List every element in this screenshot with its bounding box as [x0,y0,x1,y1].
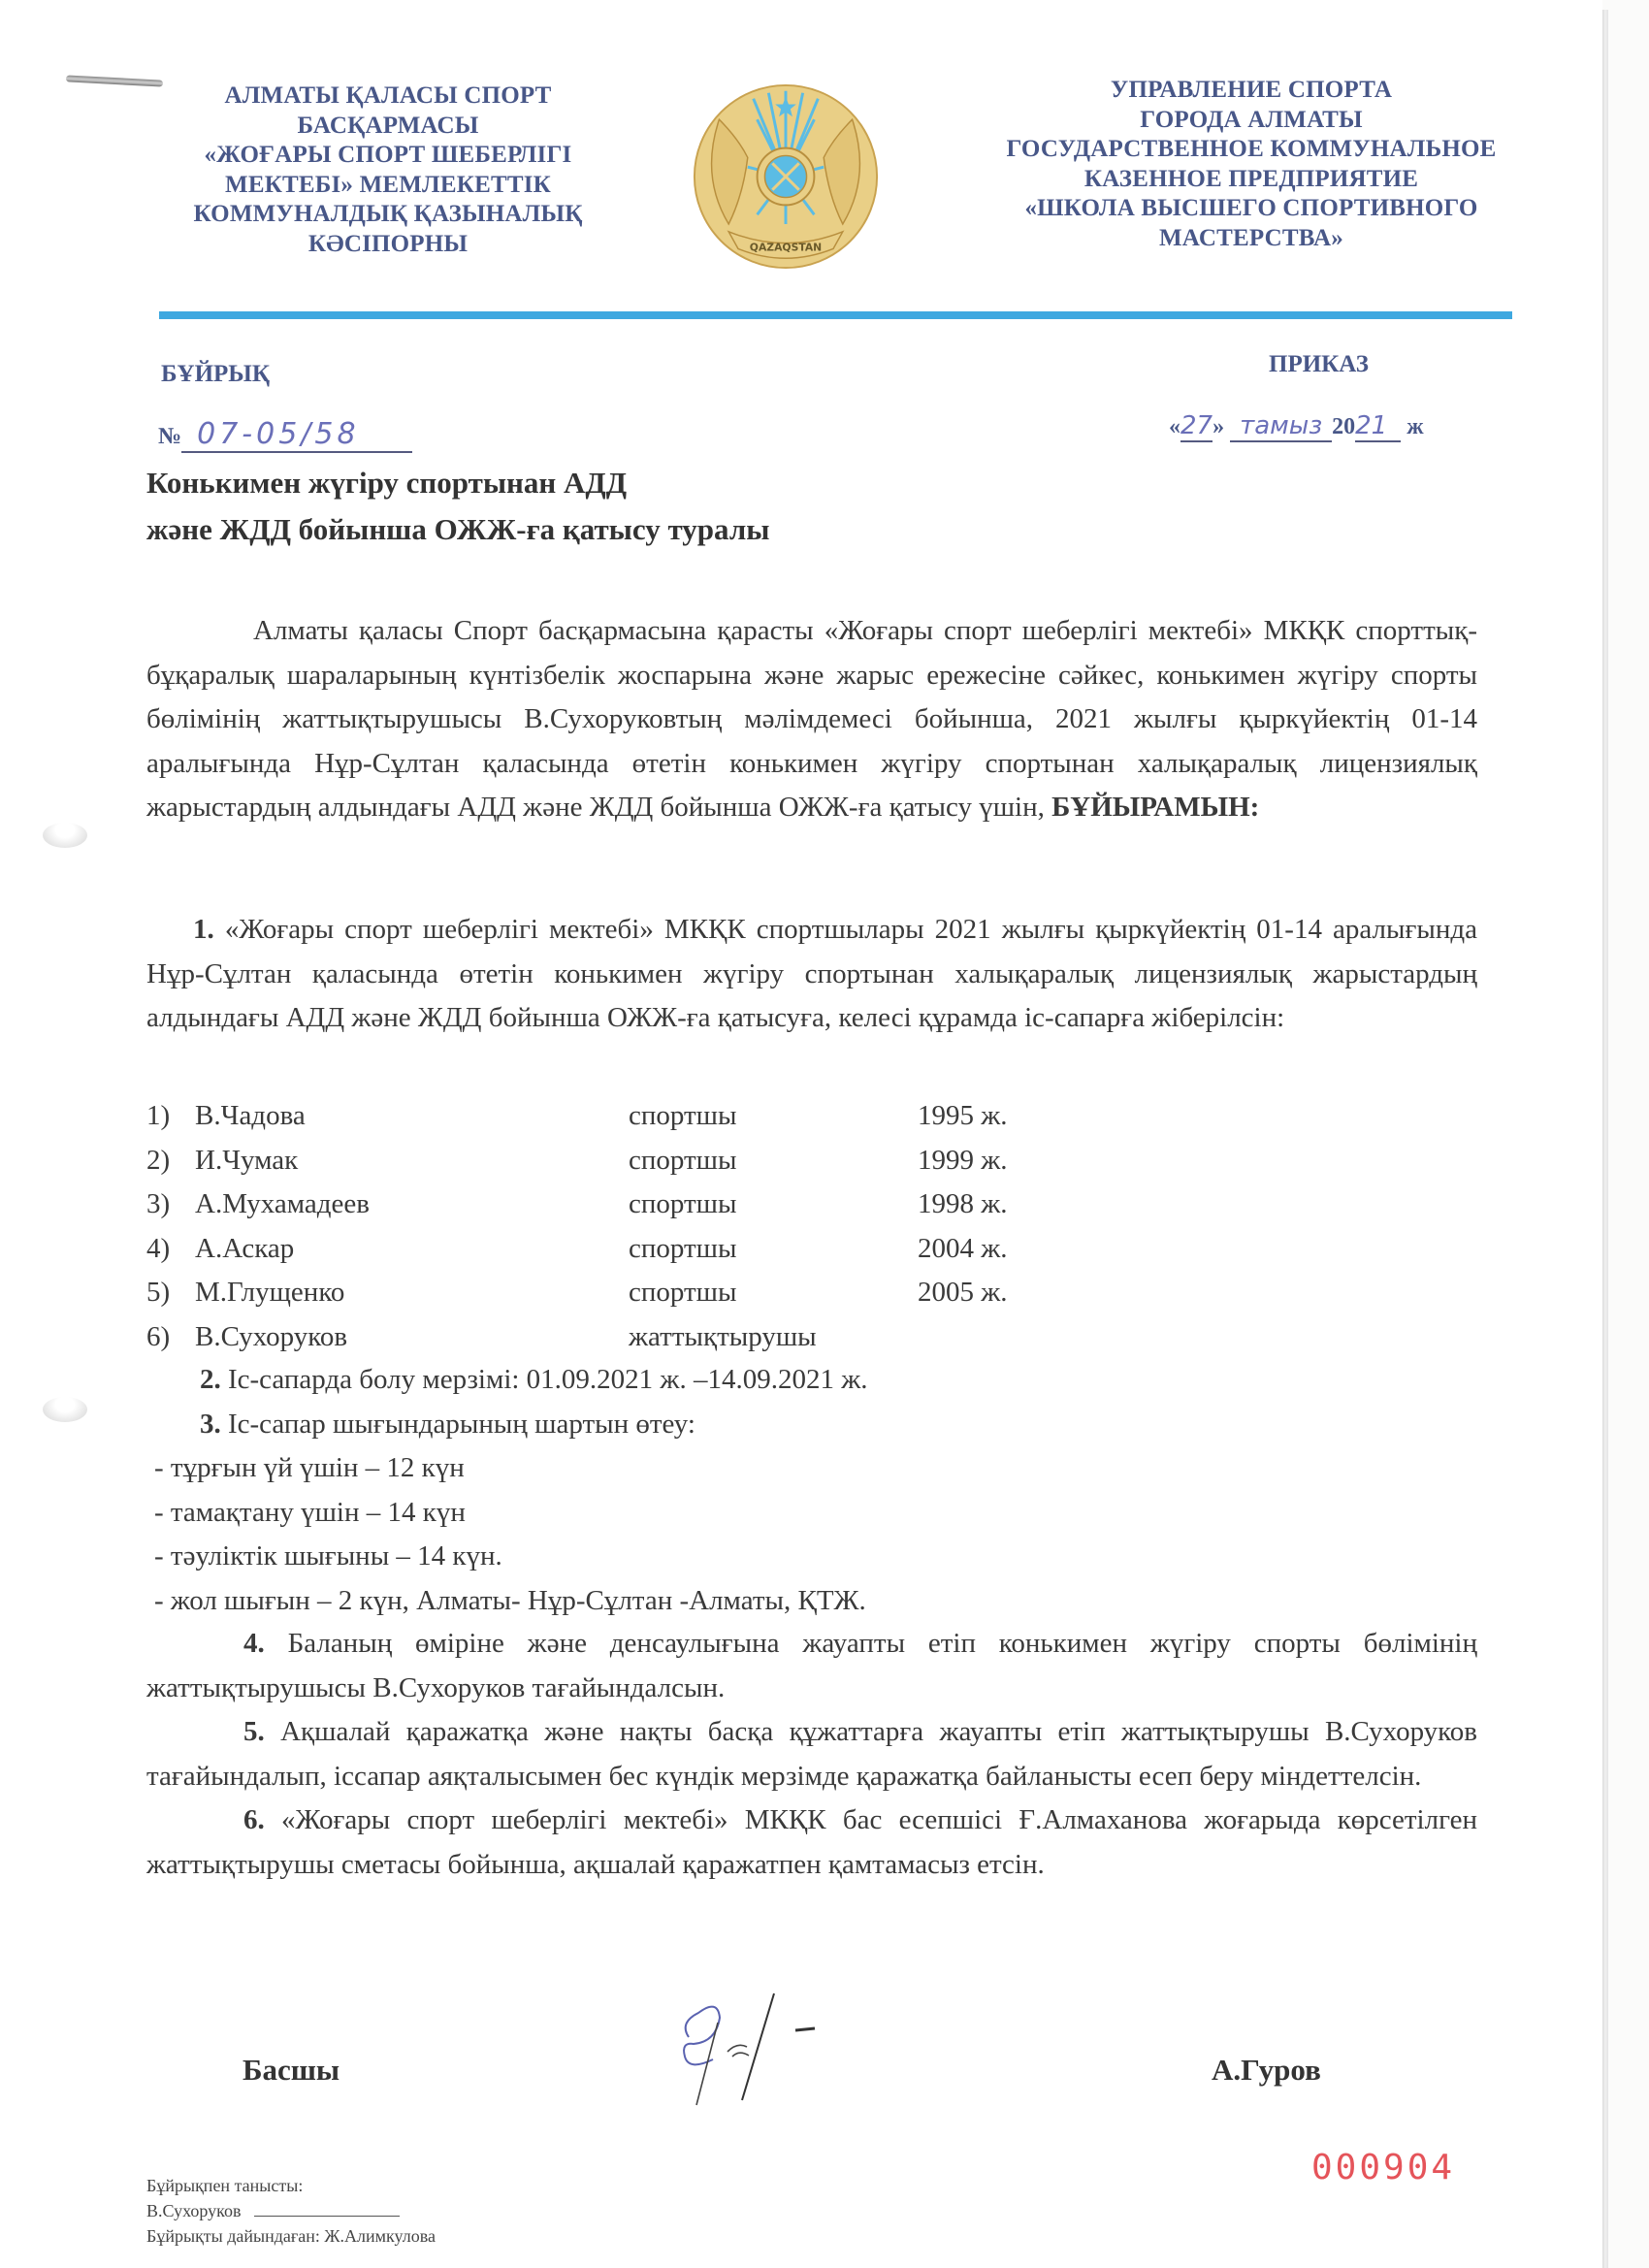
prepared-by: Бұйрықты дайындаған: Ж.Алимкулова [146,2226,436,2246]
date-year-unit: ж [1406,414,1424,439]
expense-line: - тұрғын үй үшін – 12 күн [154,1452,465,1483]
doc-type-kz: БҰЙРЫҚ [161,361,270,387]
order-items-4-6 [146,1622,1477,1887]
emblem-label: QAZAQSTAN [749,241,823,254]
punch-hole-bottom [43,1397,87,1422]
participant-name: А.Мухамадеев [195,1188,370,1219]
participant-num: 4) [146,1232,171,1264]
acquainted-name: В.Сухоруков [146,2201,242,2220]
header-divider [159,311,1512,319]
org-header-ru-line: «ШКОЛА ВЫСШЕГО СПОРТИВНОГО [1024,195,1478,221]
title-line: және ЖДД бойынша ОЖЖ-ға қатысу туралы [146,512,770,546]
participant-row [146,1227,1477,1272]
order-number [158,417,412,453]
signatory-name: А.Гуров [1212,2053,1321,2087]
participant-year: 2005 ж. [918,1277,1008,1308]
order-word: БҰЙЫРАМЫН: [1051,792,1260,823]
participant-row [146,1139,1477,1183]
item-number: 2. [200,1364,221,1395]
date-day-handwritten: 27 [1180,411,1213,440]
punch-hole-top [43,823,87,848]
item-text: Іс-сапар шығындарының шартын өтеу: [228,1408,695,1440]
participant-year: 1998 ж. [918,1188,1008,1219]
handwritten-signature-icon [660,1984,824,2110]
org-header-kz-line: БАСҚАРМАСЫ [297,112,479,139]
item-number: 3. [200,1408,221,1440]
footer-notes [146,2173,436,2249]
participant-num: 1) [146,1100,171,1131]
participant-year [918,1315,1112,1360]
number-label: № [158,424,182,449]
item-number: 6. [243,1804,265,1835]
participant-name: В.Сухоруков [195,1320,348,1352]
participant-year: 1995 ж. [918,1100,1008,1131]
registration-stamp-number: 000904 [1311,2148,1456,2187]
participant-num: 2) [146,1144,171,1176]
date-quote-open: « [1169,414,1180,439]
org-header-kz-line: МЕКТЕБІ» МЕМЛЕКЕТТІК [225,171,551,198]
org-header-kz-line: «ЖОҒАРЫ СПОРТ ШЕБЕРЛІГІ [204,142,572,168]
date-quote-close: » [1212,414,1225,439]
org-header-kz-line: КОММУНАЛДЫҚ ҚАЗЫНАЛЫҚ [193,201,583,227]
org-header-ru-line: ГОСУДАРСТВЕННОЕ КОММУНАЛЬНОЕ [1006,136,1497,162]
item-text: Ақшалай қаражатқа және нақты басқа құжаттарға жауапты етіп жаттықтырушы В.Сухоруков тағайындалып, іссапар аяқталысымен бес күндік мерзімде қаражатқа байланысты есеп беру міндеттелсін. [146,1716,1477,1792]
acquainted-label: Бұйрықпен танысты: [146,2176,304,2195]
participant-num: 3) [146,1188,171,1219]
preamble-paragraph [146,609,1477,830]
date-month-handwritten: тамыз [1230,411,1332,442]
order-item-5 [146,1710,1477,1798]
preamble-text: Алматы қаласы Спорт басқармасына қарасты «Жоғары спорт шеберлігі мектебі» МКҚК спорттық-бұқаралық шараларының күнтізбелік жоспарына және жарыс ережесіне сәйкес, конькимен жүгіру спорты бөлімінің жаттықтырушысы В.Сухоруковтың мәлімдемесі бойынша, 2021 жылғы қыркүйектің 01-14 аралығында Нұр-Сұлтан қаласында өтетін конькимен жүгіру спортынан халықаралық лицензиялық жарыстардың алдындағы АДД және ЖДД бойынша ОЖЖ-ға қатысу үшін, [146,615,1477,823]
order-item-3 [146,1403,1477,1447]
org-header-ru-line: УПРАВЛЕНИЕ СПОРТА [1110,77,1393,103]
number-value-handwritten: 07-05/58 [181,417,412,453]
page-edge-shadow [1602,10,1608,2268]
item-text: Іс-сапарда болу мерзімі: 01.09.2021 ж. –14.09.2021 ж. [228,1364,868,1395]
org-header-kz-line: КӘСІПОРНЫ [307,230,469,257]
participant-role: спортшы [629,1100,737,1131]
participant-num: 5) [146,1277,171,1308]
org-header-ru-line: КАЗЕННОЕ ПРЕДПРИЯТИЕ [1083,165,1419,192]
participant-name: В.Чадова [195,1100,306,1131]
participant-role: жаттықтырушы [629,1320,817,1352]
state-emblem-icon [691,81,881,272]
item-number: 4. [243,1628,265,1659]
org-header-kz [155,81,621,259]
participant-num: 6) [146,1320,171,1352]
participant-name: И.Чумак [195,1144,299,1176]
signature-blank-line [254,2216,400,2217]
title-line: Конькимен жүгіру спортынан АДД [146,466,628,500]
participant-row [146,1094,1477,1139]
date-year-handwritten: 21 [1355,411,1401,442]
expense-line: - тәуліктік шығыны – 14 күн. [154,1540,502,1571]
expense-line: - жол шығын – 2 күн, Алматы- Нұр-Сұлтан -Алматы, ҚТЖ. [154,1584,866,1616]
date-year-prefix: 20 [1332,414,1356,439]
order-item-2 [146,1358,1477,1403]
item-text: Баланың өміріне және денсаулығына жауапты етіп конькимен жүгіру спорты бөлімінің жаттықтырушысы В.Сухоруков тағайындалсын. [146,1628,1478,1703]
order-item-4 [146,1622,1477,1710]
org-header-kz-line: АЛМАТЫ ҚАЛАСЫ СПОРТ [224,82,552,109]
order-date [1169,411,1424,440]
participant-role: спортшы [629,1188,737,1219]
org-header-ru-line: ГОРОДА АЛМАТЫ [1140,106,1363,133]
org-header-ru [960,76,1542,253]
item-text: «Жоғары спорт шеберлігі мектебі» МКҚК бас есепшісі Ғ.Алмаханова жоғарыда көрсетілген жаттықтырушы сметасы бойынша, ақшалай қаражатпен қамтамасыз етсін. [146,1804,1477,1880]
participants-list [146,1094,1477,1359]
participant-year: 2004 ж. [918,1232,1008,1264]
participant-row [146,1315,1477,1360]
expense-line: - тамақтану үшін – 14 күн [154,1496,466,1528]
signatory-role: Басшы [242,2053,340,2087]
participant-name: А.Аскар [195,1232,295,1264]
item-number: 5. [243,1716,265,1747]
org-header-ru-line: МАСТЕРСТВА» [1159,224,1343,251]
participant-row [146,1271,1477,1315]
acquainted-row [146,2198,436,2223]
document-title [146,460,769,553]
doc-type-ru: ПРИКАЗ [1269,351,1369,377]
order-item-6 [146,1798,1477,1887]
participant-role: спортшы [629,1277,737,1308]
item-text: «Жоғары спорт шеберлігі мектебі» МКҚК спортшылары 2021 жылғы қыркүйектің 01-14 аралығында Нұр-Сұлтан қаласында өтетін конькимен жүгіру спортынан халықаралық лицензиялық жарыстардың алдындағы АДД және ЖДД бойынша ОЖЖ-ға қатысуға, келесі құрамда іс-сапарға жіберілсін: [146,914,1477,1033]
participant-role: спортшы [629,1144,737,1176]
order-item-1 [146,908,1477,1041]
participant-year: 1999 ж. [918,1144,1008,1176]
participant-name: М.Глущенко [195,1277,345,1308]
participant-role: спортшы [629,1232,737,1264]
order-items-2-3 [146,1358,1477,1623]
item-number: 1. [193,914,214,945]
participant-row [146,1183,1477,1227]
